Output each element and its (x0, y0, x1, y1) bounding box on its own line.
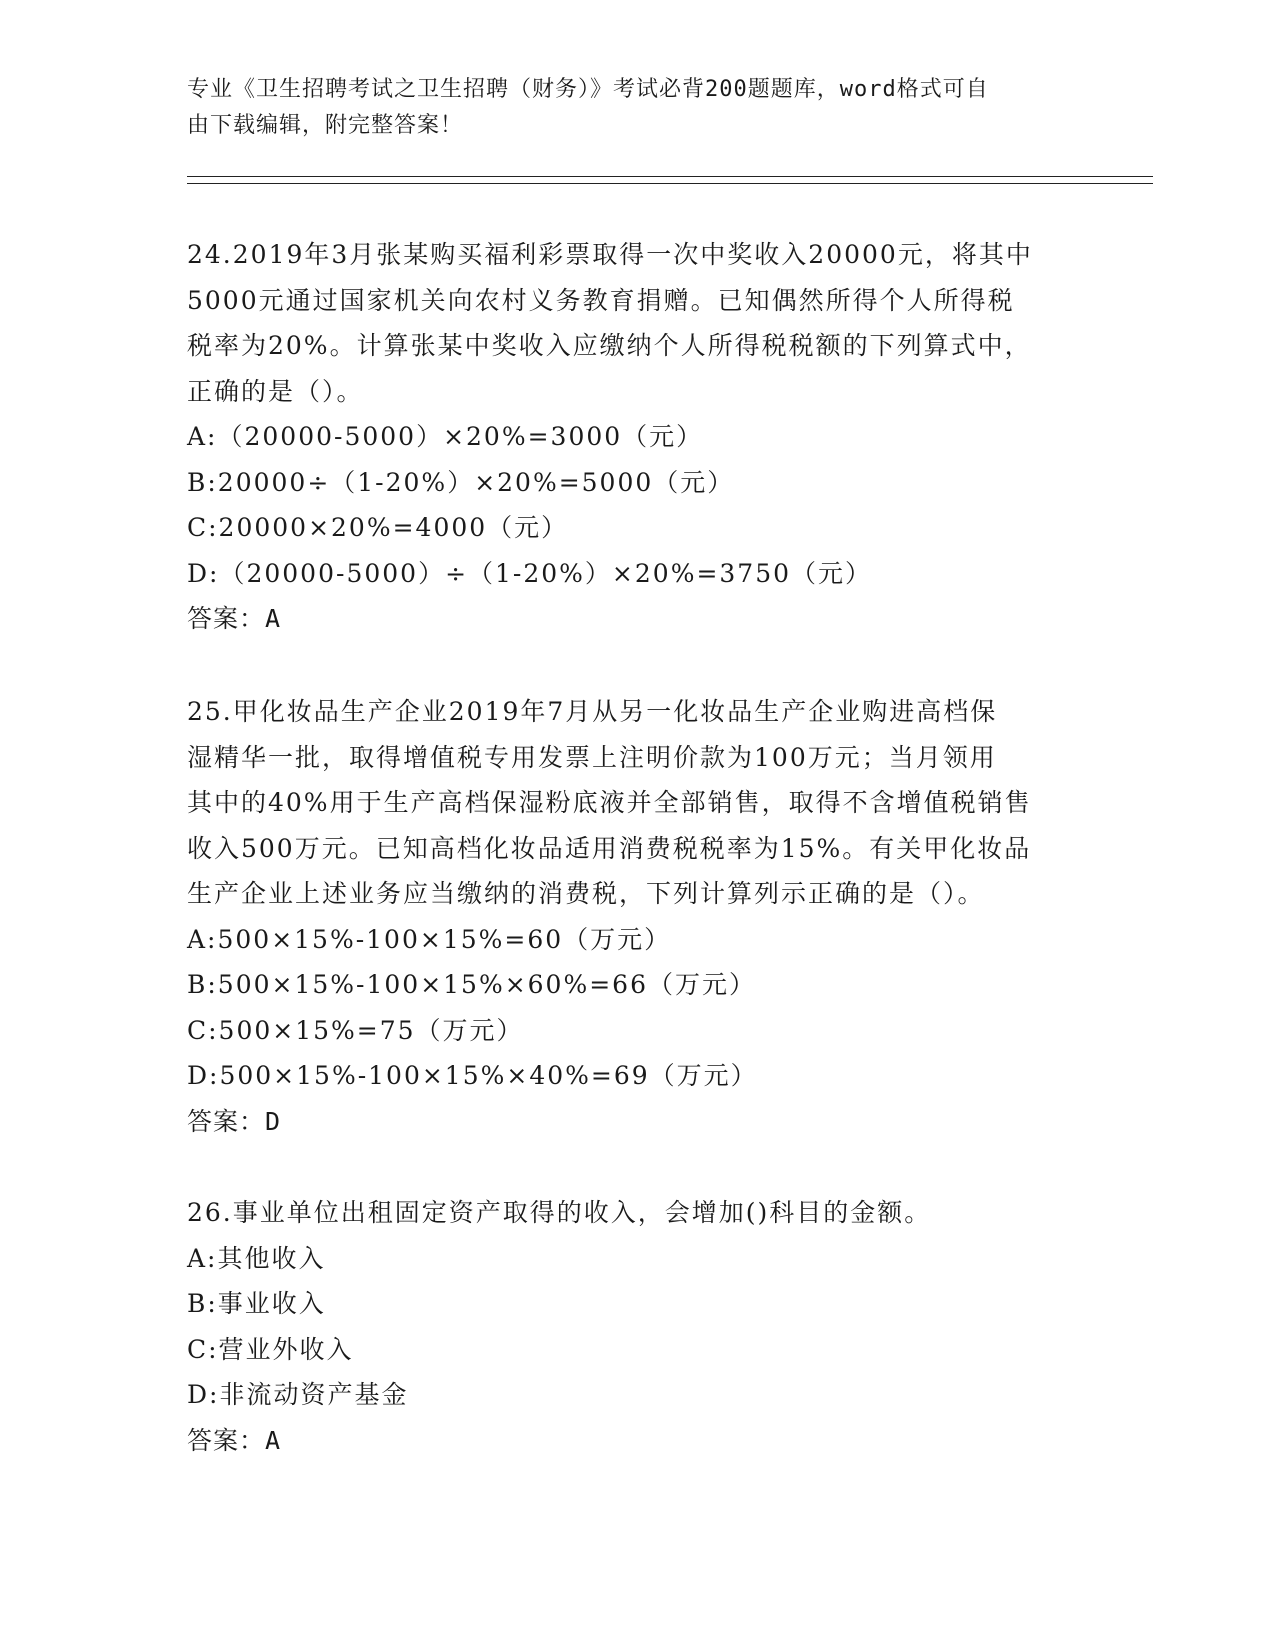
option-a: A:500×15%-100×15%=60（万元） (187, 924, 672, 954)
question-line: 25.甲化妆品生产企业2019年7月从另一化妆品生产企业购进高档保 (187, 697, 998, 726)
document-header (187, 72, 1067, 144)
question-25 (187, 689, 1087, 1144)
question-line: 收入500万元。已知高档化妆品适用消费税税率为15%。有关甲化妆品 (187, 833, 1032, 863)
option-d: D:非流动资产基金 (187, 1380, 409, 1409)
option-b: B:20000÷（1-20%）×20%=5000（元） (187, 467, 735, 497)
option-b: B:500×15%-100×15%×60%=66（万元） (187, 970, 756, 999)
question-line: 湿精华一批，取得增值税专用发票上注明价款为100万元；当月领用 (187, 742, 997, 772)
question-26 (187, 1190, 1087, 1463)
option-c: C:500×15%=75（万元） (187, 1015, 524, 1045)
question-line: 生产企业上述业务应当缴纳的消费税，下列计算列示正确的是（）。 (187, 879, 985, 908)
option-c: C:营业外收入 (187, 1334, 354, 1364)
option-d: D:500×15%-100×15%×40%=69（万元） (187, 1061, 758, 1090)
option-b: B:事业收入 (187, 1289, 326, 1318)
question-24 (187, 232, 1087, 642)
option-a: A:其他收入 (187, 1243, 326, 1273)
question-line: 5000元通过国家机关向农村义务教育捐赠。已知偶然所得个人所得税 (187, 285, 1015, 315)
header-title-line-1: 专业《卫生招聘考试之卫生招聘（财务）》考试必背200题题库，word格式可自 (187, 77, 989, 102)
header-divider-bottom (187, 183, 1153, 184)
question-line: 正确的是（）。 (187, 376, 364, 406)
option-a: A:（20000-5000）×20%=3000（元） (187, 422, 704, 451)
header-title-line-2: 由下载编辑，附完整答案！ (187, 113, 464, 138)
answer-label: 答案：D (187, 1106, 282, 1136)
option-c: C:20000×20%=4000（元） (187, 513, 569, 542)
answer-label: 答案：A (187, 604, 282, 633)
option-d: D:（20000-5000）÷（1-20%）×20%=3750（元） (187, 558, 873, 588)
question-line: 税率为20%。计算张某中奖收入应缴纳个人所得税税额的下列算式中， (187, 331, 1032, 360)
question-line: 其中的40%用于生产高档保湿粉底液并全部销售，取得不含增值税销售 (187, 788, 1032, 817)
question-line: 26.事业单位出租固定资产取得的收入，会增加()科目的金额。 (187, 1198, 932, 1227)
header-divider-top (187, 176, 1153, 177)
answer-label: 答案：A (187, 1425, 282, 1455)
question-line: 24.2019年3月张某购买福利彩票取得一次中奖收入20000元，将其中 (187, 240, 1033, 269)
